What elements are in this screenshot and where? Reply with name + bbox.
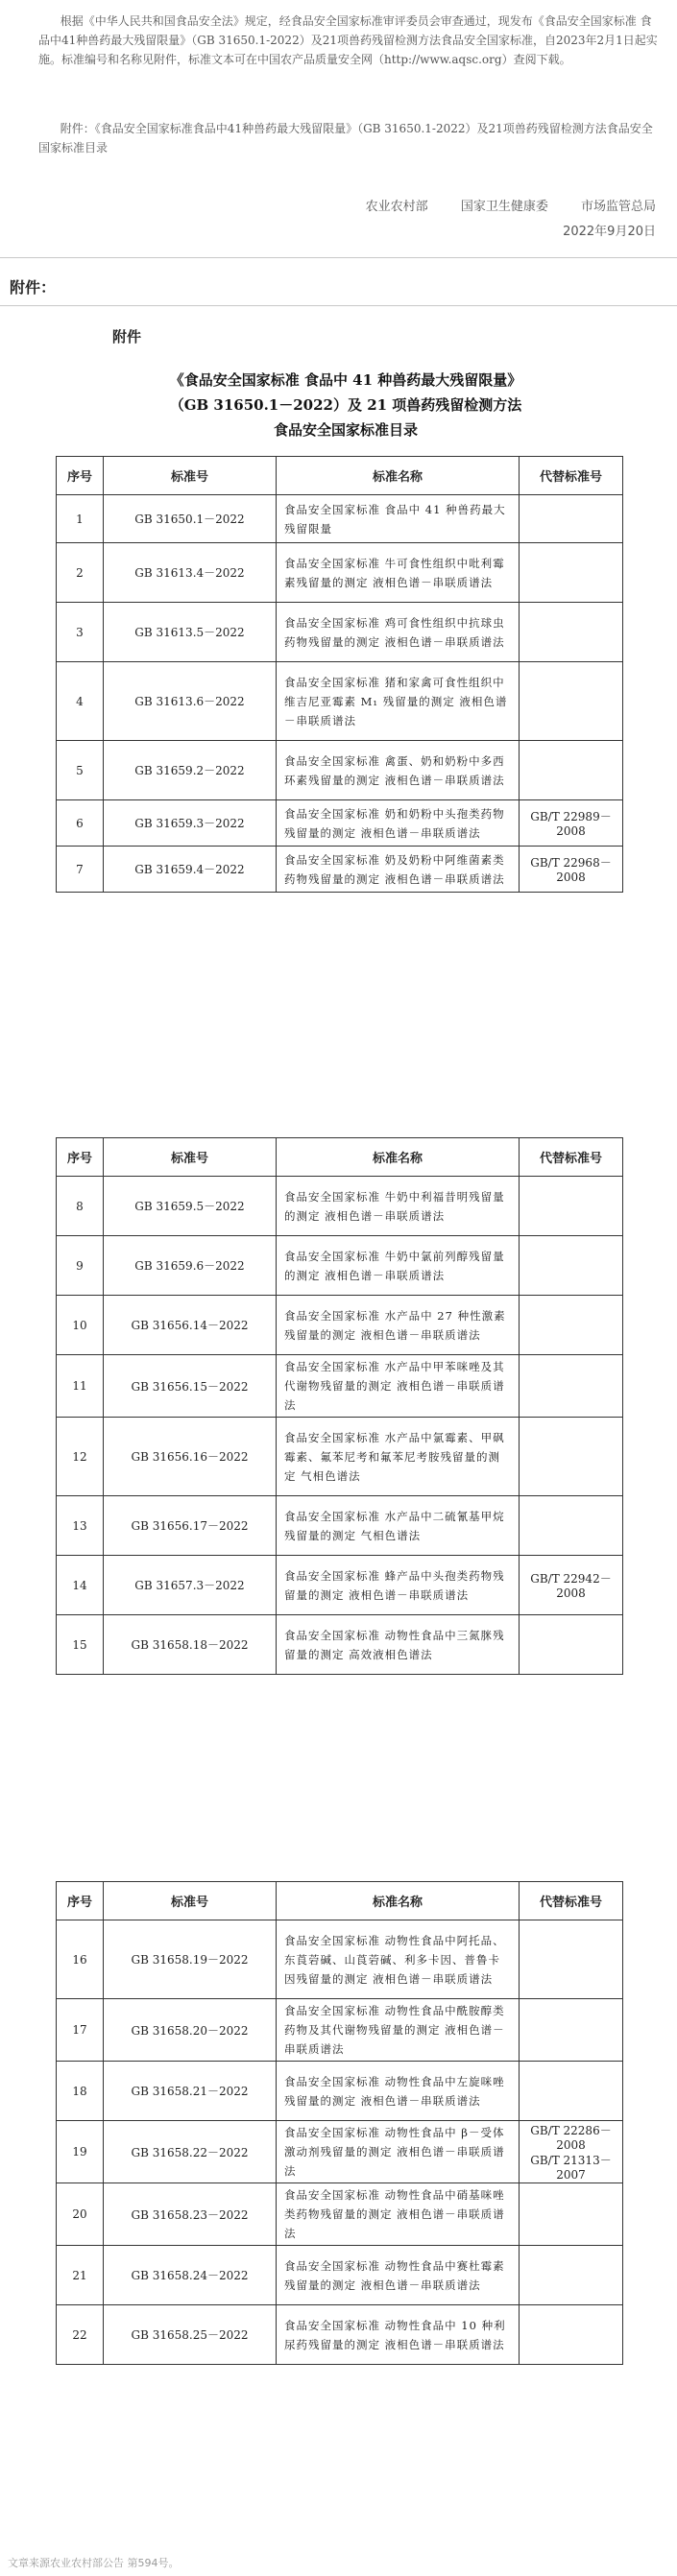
replaced-standard	[520, 2062, 623, 2121]
standard-code: GB 31613.4－2022	[104, 543, 277, 603]
row-index: 20	[57, 2183, 104, 2246]
issue-date: 2022年9月20日	[563, 225, 656, 239]
replaced-standard: GB/T 22968－2008	[520, 847, 623, 893]
replaced-standard	[520, 741, 623, 800]
standard-name: 食品安全国家标准 动物性食品中酰胺醇类药物及其代谢物残留量的测定 液相色谱－串联质谱法	[277, 1999, 520, 2062]
row-index: 4	[57, 662, 104, 741]
standard-code: GB 31658.18－2022	[104, 1615, 277, 1675]
standard-name: 食品安全国家标准 动物性食品中 β－受体激动剂残留量的测定 液相色谱－串联质谱法	[277, 2121, 520, 2183]
row-index: 21	[57, 2246, 104, 2305]
table-row	[57, 847, 623, 893]
issuers	[337, 196, 656, 214]
replaced-standard	[520, 2246, 623, 2305]
replaced-standard	[520, 1418, 623, 1496]
standard-name: 食品安全国家标准 动物性食品中左旋咪唑残留量的测定 液相色谱－串联质谱法	[277, 2062, 520, 2121]
row-index: 14	[57, 1556, 104, 1615]
row-index: 13	[57, 1496, 104, 1556]
row-index: 6	[57, 800, 104, 847]
table-row	[57, 2062, 623, 2121]
row-index: 3	[57, 603, 104, 662]
table-row	[57, 1615, 623, 1675]
table-row	[57, 800, 623, 847]
row-index: 18	[57, 2062, 104, 2121]
row-index: 5	[57, 741, 104, 800]
standard-code: GB 31659.3－2022	[104, 800, 277, 847]
replaced-standard	[520, 495, 623, 543]
standard-code: GB 31613.5－2022	[104, 603, 277, 662]
replaced-standard	[520, 603, 623, 662]
standard-name: 食品安全国家标准 动物性食品中 10 种利尿药残留量的测定 液相色谱－串联质谱法	[277, 2305, 520, 2365]
document-title-line-2: （GB 31650.1－2022）及 21 项兽药残留检测方法	[169, 396, 522, 414]
standard-name: 食品安全国家标准 鸡可食性组织中抗球虫药物残留量的测定 液相色谱－串联质谱法	[277, 603, 520, 662]
table-row	[57, 1355, 623, 1418]
replaced-standard	[520, 2183, 623, 2246]
issuer-nhc: 国家卫生健康委	[460, 200, 548, 214]
table-row	[57, 1177, 623, 1236]
replaced-standard	[520, 1920, 623, 1999]
standard-name: 食品安全国家标准 水产品中二硫氰基甲烷残留量的测定 气相色谱法	[277, 1496, 520, 1556]
table-row	[57, 1496, 623, 1556]
standard-name: 食品安全国家标准 牛奶中利福昔明残留量的测定 液相色谱－串联质谱法	[277, 1177, 520, 1236]
replaced-standard	[520, 1615, 623, 1675]
attachment-label: 附件：	[10, 278, 57, 297]
table-row	[57, 543, 623, 603]
table-row	[57, 2121, 623, 2183]
attachment-note: 附件：《食品安全国家标准食品中41种兽药最大残留限量》（GB 31650.1-2022）及21项兽药残留检测方法食品安全国家标准目录	[38, 122, 653, 155]
standard-name: 食品安全国家标准 禽蛋、奶和奶粉中多西环素残留量的测定 液相色谱－串联质谱法	[277, 741, 520, 800]
table-row	[57, 2305, 623, 2365]
header-code: 标准号	[104, 1882, 277, 1920]
table-row	[57, 1920, 623, 1999]
replaced-standard: GB/T 22942－2008	[520, 1556, 623, 1615]
standard-name: 食品安全国家标准 动物性食品中三氮脒残留量的测定 高效液相色谱法	[277, 1615, 520, 1675]
standard-name: 食品安全国家标准 食品中 41 种兽药最大残留限量	[277, 495, 520, 543]
table-row	[57, 495, 623, 543]
standard-code: GB 31658.19－2022	[104, 1920, 277, 1999]
replaced-standard	[520, 1999, 623, 2062]
replaced-standard	[520, 1496, 623, 1556]
standard-code: GB 31656.17－2022	[104, 1496, 277, 1556]
table-header-row	[57, 1138, 623, 1177]
row-index: 19	[57, 2121, 104, 2183]
source-footer: 文章来源农业农村部公告 第594号。	[8, 2557, 180, 2569]
replaced-standard	[520, 1177, 623, 1236]
standard-code: GB 31657.3－2022	[104, 1556, 277, 1615]
standard-name: 食品安全国家标准 奶和奶粉中头孢类药物残留量的测定 液相色谱－串联质谱法	[277, 800, 520, 847]
standard-code: GB 31656.16－2022	[104, 1418, 277, 1496]
document-attachment-heading: 附件	[112, 328, 142, 346]
header-index: 序号	[57, 457, 104, 495]
standard-name: 食品安全国家标准 猪和家禽可食性组织中维吉尼亚霉素 M₁ 残留量的测定 液相色谱－串联质谱法	[277, 662, 520, 741]
row-index: 1	[57, 495, 104, 543]
table-row	[57, 2183, 623, 2246]
table-row	[57, 1418, 623, 1496]
table-row	[57, 741, 623, 800]
standards-table-page-2	[56, 1137, 623, 1675]
standard-code: GB 31656.14－2022	[104, 1296, 277, 1355]
standard-name: 食品安全国家标准 动物性食品中赛杜霉素残留量的测定 液相色谱－串联质谱法	[277, 2246, 520, 2305]
table-row	[57, 662, 623, 741]
standards-table-page-1	[56, 456, 623, 893]
table-row	[57, 1236, 623, 1296]
standard-name: 食品安全国家标准 蜂产品中头孢类药物残留量的测定 液相色谱－串联质谱法	[277, 1556, 520, 1615]
header-index: 序号	[57, 1882, 104, 1920]
standard-code: GB 31658.25－2022	[104, 2305, 277, 2365]
standard-code: GB 31658.24－2022	[104, 2246, 277, 2305]
issuer-moa: 农业农村部	[365, 200, 428, 214]
standard-code: GB 31650.1－2022	[104, 495, 277, 543]
table-header-row	[57, 457, 623, 495]
standard-code: GB 31613.6－2022	[104, 662, 277, 741]
header-code: 标准号	[104, 1138, 277, 1177]
standard-code: GB 31659.6－2022	[104, 1236, 277, 1296]
document-title-line-1: 《食品安全国家标准 食品中 41 种兽药最大残留限量》	[169, 371, 522, 389]
standard-code: GB 31659.2－2022	[104, 741, 277, 800]
replaced-standard	[520, 1296, 623, 1355]
table-row	[57, 1556, 623, 1615]
replaced-standard	[520, 543, 623, 603]
standard-code: GB 31658.23－2022	[104, 2183, 277, 2246]
row-index: 2	[57, 543, 104, 603]
row-index: 22	[57, 2305, 104, 2365]
replaced-standard	[520, 662, 623, 741]
row-index: 8	[57, 1177, 104, 1236]
replaced-standard: GB/T 22989－2008	[520, 800, 623, 847]
issuer-samr: 市场监管总局	[580, 200, 656, 214]
standard-name: 食品安全国家标准 水产品中 27 种性激素残留量的测定 液相色谱－串联质谱法	[277, 1296, 520, 1355]
row-index: 9	[57, 1236, 104, 1296]
standard-code: GB 31658.20－2022	[104, 1999, 277, 2062]
table-row	[57, 2246, 623, 2305]
row-index: 15	[57, 1615, 104, 1675]
header-replaces: 代替标准号	[520, 457, 623, 495]
table-row	[57, 1296, 623, 1355]
header-index: 序号	[57, 1138, 104, 1177]
standard-name: 食品安全国家标准 牛奶中氯前列醇残留量的测定 液相色谱－串联质谱法	[277, 1236, 520, 1296]
intro-paragraph: 根据《中华人民共和国食品安全法》规定，经食品安全国家标准审评委员会审查通过，现发布《食品安全国家标准 食品中41种兽药最大残留限量》（GB 31650.1-2022）及21项兽药残留检测方法食品安全国家标准，自2023年2月1日起实施。标准编号和名称见附件，标准文本可在中国农产品质量安全网（http://www.aqsc.org）查阅下载。	[38, 14, 658, 66]
standards-table-page-3	[56, 1881, 623, 2365]
document-title-line-3: 食品安全国家标准目录	[273, 421, 418, 439]
header-name: 标准名称	[277, 1138, 520, 1177]
divider	[0, 257, 677, 258]
header-replaces: 代替标准号	[520, 1138, 623, 1177]
replaced-standard	[520, 1236, 623, 1296]
standard-code: GB 31659.5－2022	[104, 1177, 277, 1236]
table-header-row	[57, 1882, 623, 1920]
table-row	[57, 603, 623, 662]
header-name: 标准名称	[277, 457, 520, 495]
standard-name: 食品安全国家标准 动物性食品中阿托品、东莨菪碱、山莨菪碱、利多卡因、普鲁卡因残留量的测定 液相色谱－串联质谱法	[277, 1920, 520, 1999]
header-replaces: 代替标准号	[520, 1882, 623, 1920]
standard-code: GB 31658.21－2022	[104, 2062, 277, 2121]
standard-name: 食品安全国家标准 水产品中氯霉素、甲砜霉素、氟苯尼考和氟苯尼考胺残留量的测定 气相色谱法	[277, 1418, 520, 1496]
row-index: 16	[57, 1920, 104, 1999]
standard-code: GB 31658.22－2022	[104, 2121, 277, 2183]
replaced-standard	[520, 2305, 623, 2365]
standard-code: GB 31656.15－2022	[104, 1355, 277, 1418]
header-code: 标准号	[104, 457, 277, 495]
table-row	[57, 1999, 623, 2062]
header-name: 标准名称	[277, 1882, 520, 1920]
row-index: 7	[57, 847, 104, 893]
row-index: 11	[57, 1355, 104, 1418]
row-index: 12	[57, 1418, 104, 1496]
divider	[0, 305, 677, 306]
standard-name: 食品安全国家标准 奶及奶粉中阿维菌素类药物残留量的测定 液相色谱－串联质谱法	[277, 847, 520, 893]
row-index: 17	[57, 1999, 104, 2062]
replaced-standard	[520, 1355, 623, 1418]
standard-name: 食品安全国家标准 牛可食性组织中吡利霉素残留量的测定 液相色谱－串联质谱法	[277, 543, 520, 603]
standard-name: 食品安全国家标准 动物性食品中硝基咪唑类药物残留量的测定 液相色谱－串联质谱法	[277, 2183, 520, 2246]
replaced-standard: GB/T 22286－2008 GB/T 21313－2007	[520, 2121, 623, 2183]
standard-name: 食品安全国家标准 水产品中甲苯咪唑及其代谢物残留量的测定 液相色谱－串联质谱法	[277, 1355, 520, 1418]
row-index: 10	[57, 1296, 104, 1355]
standard-code: GB 31659.4－2022	[104, 847, 277, 893]
